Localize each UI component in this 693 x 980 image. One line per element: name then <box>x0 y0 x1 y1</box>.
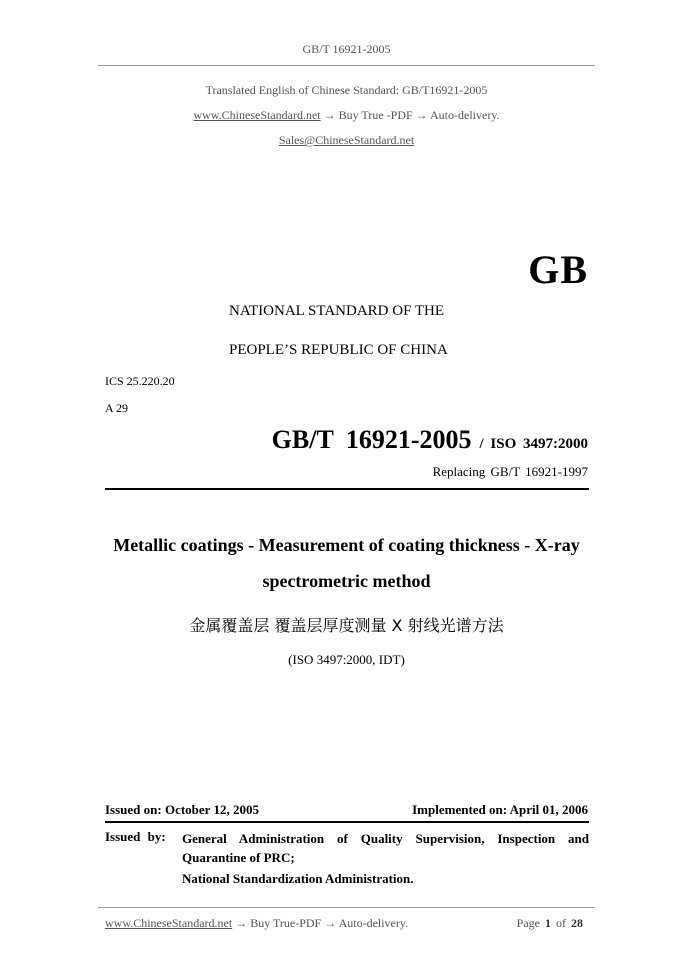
footer-promo-suffix: → Buy True-PDF → Auto-delivery. <box>232 916 409 930</box>
english-title-line2: spectrometric method <box>262 571 431 591</box>
page-label: Page <box>516 916 540 930</box>
sales-email-link[interactable]: Sales@ChineseStandard.net <box>278 133 415 147</box>
header-divider <box>98 65 595 66</box>
site-link[interactable]: www.ChineseStandard.net <box>193 108 321 122</box>
issue-divider <box>105 821 589 823</box>
replacing-note: Replacing GB/T 16921-1997 <box>432 464 588 479</box>
iso-equivalent: / ISO 3497:2000 <box>479 436 588 452</box>
translation-notice: Translated English of Chinese Standard: GB/T16921-2005 <box>205 83 488 97</box>
promo-line <box>0 108 693 123</box>
standard-number: GB/T 16921-2005 <box>271 425 472 454</box>
footer-divider <box>98 907 595 908</box>
chinese-title: 金属覆盖层 覆盖层厚度测量 X 射线光谱方法 <box>189 616 504 635</box>
ics-code: ICS 25.220.20 <box>105 374 175 388</box>
adoption-note: (ISO 3497:2000, IDT) <box>288 652 405 667</box>
promo-suffix: → Buy True -PDF → Auto-delivery. <box>320 108 500 122</box>
title-divider <box>105 488 589 490</box>
national-standard-line1: NATIONAL STANDARD OF THE <box>229 303 445 319</box>
page-total: 28 <box>571 916 583 930</box>
issued-by-label: Issued by: <box>105 829 166 844</box>
issued-on-date: Issued on: October 12, 2005 <box>105 802 259 817</box>
issuing-authority-2: National Standardization Administration. <box>182 871 414 886</box>
issuing-authority: General Administration of Quality Supervision, Inspection and Quarantine of PRC; <box>182 831 589 865</box>
english-title-line1: Metallic coatings - Measurement of coating thickness - X-ray <box>113 535 580 555</box>
standard-number-row <box>272 425 588 455</box>
sales-line <box>0 133 693 148</box>
page-indicator <box>517 916 583 931</box>
ccs-code: A 29 <box>105 401 129 415</box>
of-label: of <box>556 916 566 930</box>
page-number: 1 <box>545 916 551 930</box>
footer-site-link[interactable]: www.ChineseStandard.net <box>105 916 233 930</box>
footer-promo <box>105 916 408 931</box>
national-standard-line2: PEOPLE’S REPUBLIC OF CHINA <box>229 342 448 358</box>
running-header: GB/T 16921-2005 <box>302 42 391 56</box>
gb-logo: GB <box>528 247 588 292</box>
implemented-on-date: Implemented on: April 01, 2006 <box>412 802 588 817</box>
